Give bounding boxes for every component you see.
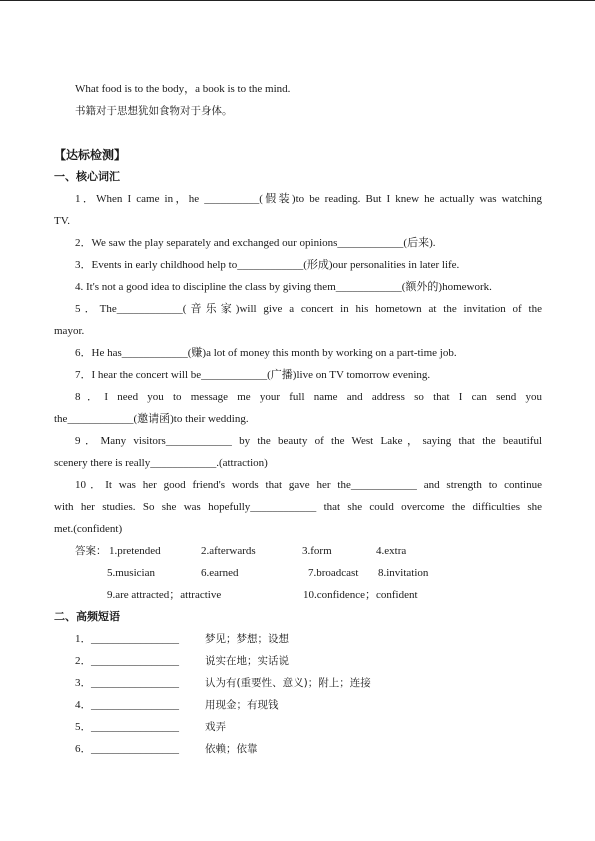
phrase-number: 6． xyxy=(75,743,92,755)
question-2: 2．We saw the play separately and exchanged our opinions____________(后来). xyxy=(75,237,436,249)
quote-chinese: 书籍对于思想犹如食物对于身体。 xyxy=(75,105,233,117)
answer-6: 6.earned xyxy=(201,567,239,579)
section-title: 【达标检测】 xyxy=(54,148,127,162)
phrase-blank: ________________ xyxy=(91,677,179,689)
phrase-blank: ________________ xyxy=(91,743,179,755)
answer-9: 9.are attracted；attractive xyxy=(107,589,222,601)
document-page xyxy=(54,78,542,760)
question-5-line2: mayor. xyxy=(54,325,85,337)
question-9-line1: 9．Many visitors____________ by the beauty of the West Lake，saying that the beautiful xyxy=(75,435,542,447)
quote-english: What food is to the body，a book is to the mind. xyxy=(75,83,291,95)
answer-10: 10.confidence；confident xyxy=(303,589,418,601)
phrase-blank: ________________ xyxy=(91,655,179,667)
top-rule xyxy=(0,0,595,1)
question-1-line1: 1．When I came in，he __________(假装)to be reading. But I knew he actually was watching xyxy=(75,193,542,205)
part2-title: 二、高频短语 xyxy=(54,610,120,623)
answer-7: 7.broadcast xyxy=(308,567,359,579)
phrase-item xyxy=(54,738,542,760)
phrase-item xyxy=(54,628,542,650)
part1-title: 一、核心词汇 xyxy=(54,170,120,183)
question-4: 4. It's not a good idea to discipline the class by giving them____________(额外的)homework. xyxy=(75,281,492,293)
phrase-number: 2． xyxy=(75,655,92,667)
phrase-item xyxy=(54,716,542,738)
phrase-blank: ________________ xyxy=(91,721,179,733)
answer-label: 答案： xyxy=(75,545,107,557)
phrase-meaning: 依赖；依靠 xyxy=(205,743,258,755)
phrase-meaning: 说实在地；实话说 xyxy=(205,655,289,667)
phrase-meaning: 戏弄 xyxy=(205,721,226,733)
phrase-meaning: 认为有(重要性、意义)；附上；连接 xyxy=(205,677,371,689)
question-10-line1: 10．It was her good friend's words that gave her the____________ and strength to continue xyxy=(75,479,542,491)
answer-2: 2.afterwards xyxy=(201,545,256,557)
phrase-blank: ________________ xyxy=(91,699,179,711)
question-1-line2: TV. xyxy=(54,215,70,227)
answer-5: 5.musician xyxy=(107,567,155,579)
phrase-number: 4． xyxy=(75,699,92,711)
answer-1: 1.pretended xyxy=(109,545,161,557)
answer-3: 3.form xyxy=(302,545,332,557)
answer-4: 4.extra xyxy=(376,545,407,557)
question-7: 7．I hear the concert will be____________(广播)live on TV tomorrow evening. xyxy=(75,369,431,381)
question-3: 3．Events in early childhood help to____________(形成)our personalities in later life. xyxy=(75,259,460,271)
phrase-number: 1． xyxy=(75,633,92,645)
phrase-item xyxy=(54,694,542,716)
phrase-item xyxy=(54,650,542,672)
answer-8: 8.invitation xyxy=(378,567,429,579)
phrase-number: 3． xyxy=(75,677,92,689)
question-6: 6．He has____________(赚)a lot of money this month by working on a part-time job. xyxy=(75,347,457,359)
phrase-number: 5． xyxy=(75,721,92,733)
question-8-line1: 8．I need you to message me your full name and address so that I can send you xyxy=(75,391,542,403)
phrase-blank: ________________ xyxy=(91,633,179,645)
phrase-meaning: 用现金；有现钱 xyxy=(205,699,279,711)
question-10-line3: met.(confident) xyxy=(54,523,123,535)
question-5-line1: 5．The____________(音乐家)will give a concert in his hometown at the invitation of the xyxy=(75,303,542,315)
question-10-line2: with her studies. So she was hopefully____________ that she could overcome the difficulties she xyxy=(54,501,542,513)
phrase-meaning: 梦见；梦想；设想 xyxy=(205,633,289,645)
question-9-line2: scenery there is really____________.(attraction) xyxy=(54,457,268,469)
phrase-item xyxy=(54,672,542,694)
answer-key xyxy=(54,540,542,606)
question-8-line2: the____________(邀请函)to their wedding. xyxy=(54,413,249,425)
